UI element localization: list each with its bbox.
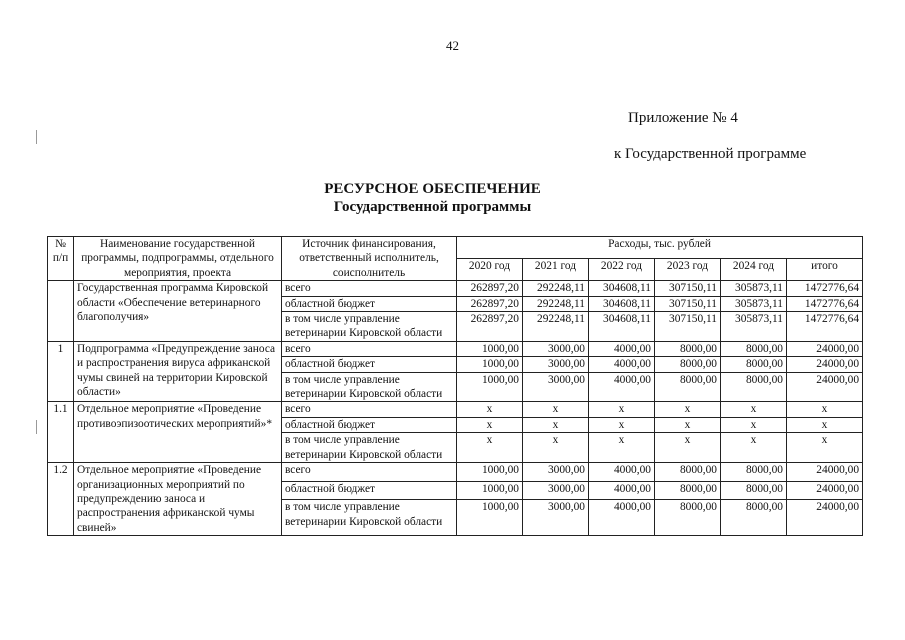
- year-value: 307150,11: [655, 281, 721, 296]
- table-row: [48, 463, 863, 482]
- year-value: 4000,00: [589, 372, 655, 402]
- table-body: [48, 281, 863, 536]
- year-value: x: [655, 402, 721, 417]
- year-value: x: [721, 417, 787, 432]
- margin-mark: [36, 130, 37, 144]
- resource-table: [47, 236, 863, 536]
- program-name: Государственная программа Кировской области «Обеспечение ветеринарного благополучия»: [74, 281, 282, 342]
- row-number: [48, 281, 74, 342]
- program-name: Подпрограмма «Предупреждение заноса и распространения вируса африканской чумы свиней на территории Кировской области»: [74, 341, 282, 402]
- total-value: x: [787, 417, 863, 432]
- total-value: 1472776,64: [787, 312, 863, 342]
- total-value: x: [787, 433, 863, 463]
- year-value: 305873,11: [721, 296, 787, 311]
- total-value: 24000,00: [787, 500, 863, 536]
- year-value: 8000,00: [721, 341, 787, 356]
- funding-source: областной бюджет: [282, 417, 457, 432]
- year-value: x: [655, 433, 721, 463]
- year-value: 307150,11: [655, 296, 721, 311]
- margin-mark: [36, 420, 37, 434]
- year-value: 4000,00: [589, 357, 655, 372]
- year-value: 1000,00: [457, 481, 523, 500]
- year-value: x: [457, 402, 523, 417]
- funding-source: в том числе управление ветеринарии Кировской области: [282, 372, 457, 402]
- year-value: x: [589, 402, 655, 417]
- header-expenses: Расходы, тыс. рублей: [457, 237, 863, 259]
- year-value: 1000,00: [457, 463, 523, 482]
- year-value: x: [655, 417, 721, 432]
- funding-source: в том числе управление ветеринарии Кировской области: [282, 312, 457, 342]
- funding-source: всего: [282, 281, 457, 296]
- year-value: x: [523, 402, 589, 417]
- year-value: x: [721, 433, 787, 463]
- program-name: Отдельное мероприятие «Проведение организационных мероприятий по предупреждению заноса и распространения африканской чумы свиней»: [74, 463, 282, 536]
- appendix-label: Приложение № 4: [628, 110, 738, 126]
- year-value: 8000,00: [721, 481, 787, 500]
- year-value: 4000,00: [589, 481, 655, 500]
- total-value: 24000,00: [787, 372, 863, 402]
- header-year: 2021 год: [523, 259, 589, 281]
- total-value: 1472776,64: [787, 296, 863, 311]
- title-line-1: РЕСУРСНОЕ ОБЕСПЕЧЕНИЕ: [324, 181, 541, 197]
- page-number: 42: [446, 38, 459, 53]
- header-year: 2024 год: [721, 259, 787, 281]
- year-value: 292248,11: [523, 281, 589, 296]
- year-value: 1000,00: [457, 341, 523, 356]
- title-line-2: Государственной программы: [333, 199, 532, 215]
- header-name: Наименование государственной программы, подпрограммы, отдельного мероприятия, проекта: [74, 237, 282, 281]
- year-value: 8000,00: [655, 357, 721, 372]
- year-value: 305873,11: [721, 312, 787, 342]
- header-year: 2023 год: [655, 259, 721, 281]
- header-year: 2020 год: [457, 259, 523, 281]
- year-value: 3000,00: [523, 357, 589, 372]
- year-value: 4000,00: [589, 463, 655, 482]
- year-value: 304608,11: [589, 281, 655, 296]
- funding-source: в том числе управление ветеринарии Кировской области: [282, 500, 457, 536]
- year-value: x: [457, 417, 523, 432]
- year-value: 304608,11: [589, 312, 655, 342]
- row-number: 1: [48, 341, 74, 402]
- year-value: 3000,00: [523, 372, 589, 402]
- year-value: x: [589, 417, 655, 432]
- header-no: № п/п: [48, 237, 74, 281]
- year-value: 8000,00: [721, 500, 787, 536]
- year-value: x: [523, 433, 589, 463]
- year-value: 8000,00: [655, 341, 721, 356]
- total-value: 24000,00: [787, 357, 863, 372]
- year-value: x: [721, 402, 787, 417]
- table-row: [48, 281, 863, 296]
- header-source: Источник финансирования, ответственный исполнитель, соисполнитель: [282, 237, 457, 281]
- header-row: [48, 237, 863, 259]
- year-value: 8000,00: [655, 372, 721, 402]
- year-value: 304608,11: [589, 296, 655, 311]
- total-value: x: [787, 402, 863, 417]
- year-value: 8000,00: [655, 481, 721, 500]
- year-value: 8000,00: [721, 372, 787, 402]
- year-value: 1000,00: [457, 357, 523, 372]
- total-value: 24000,00: [787, 463, 863, 482]
- appendix-reference: к Государственной программе: [614, 146, 807, 162]
- table-row: [48, 341, 863, 356]
- funding-source: областной бюджет: [282, 481, 457, 500]
- year-value: 307150,11: [655, 312, 721, 342]
- year-value: 3000,00: [523, 481, 589, 500]
- header-total: итого: [787, 259, 863, 281]
- year-value: 3000,00: [523, 463, 589, 482]
- table-row: [48, 402, 863, 417]
- funding-source: всего: [282, 402, 457, 417]
- year-value: 3000,00: [523, 500, 589, 536]
- row-number: 1.2: [48, 463, 74, 536]
- total-value: 24000,00: [787, 341, 863, 356]
- funding-source: всего: [282, 341, 457, 356]
- year-value: 8000,00: [655, 463, 721, 482]
- year-value: x: [457, 433, 523, 463]
- total-value: 1472776,64: [787, 281, 863, 296]
- year-value: 305873,11: [721, 281, 787, 296]
- year-value: 292248,11: [523, 312, 589, 342]
- funding-source: областной бюджет: [282, 296, 457, 311]
- year-value: 1000,00: [457, 372, 523, 402]
- year-value: 262897,20: [457, 296, 523, 311]
- year-value: 8000,00: [721, 357, 787, 372]
- total-value: 24000,00: [787, 481, 863, 500]
- year-value: 262897,20: [457, 281, 523, 296]
- year-value: 262897,20: [457, 312, 523, 342]
- year-value: 4000,00: [589, 341, 655, 356]
- row-number: 1.1: [48, 402, 74, 463]
- funding-source: в том числе управление ветеринарии Кировской области: [282, 433, 457, 463]
- program-name: Отдельное мероприятие «Проведение противоэпизоотических мероприятий»*: [74, 402, 282, 463]
- year-value: 8000,00: [721, 463, 787, 482]
- document-title: [0, 180, 865, 216]
- funding-source: всего: [282, 463, 457, 482]
- year-value: 292248,11: [523, 296, 589, 311]
- year-value: 4000,00: [589, 500, 655, 536]
- header-year: 2022 год: [589, 259, 655, 281]
- year-value: 3000,00: [523, 341, 589, 356]
- year-value: 1000,00: [457, 500, 523, 536]
- year-value: x: [523, 417, 589, 432]
- year-value: x: [589, 433, 655, 463]
- year-value: 8000,00: [655, 500, 721, 536]
- funding-source: областной бюджет: [282, 357, 457, 372]
